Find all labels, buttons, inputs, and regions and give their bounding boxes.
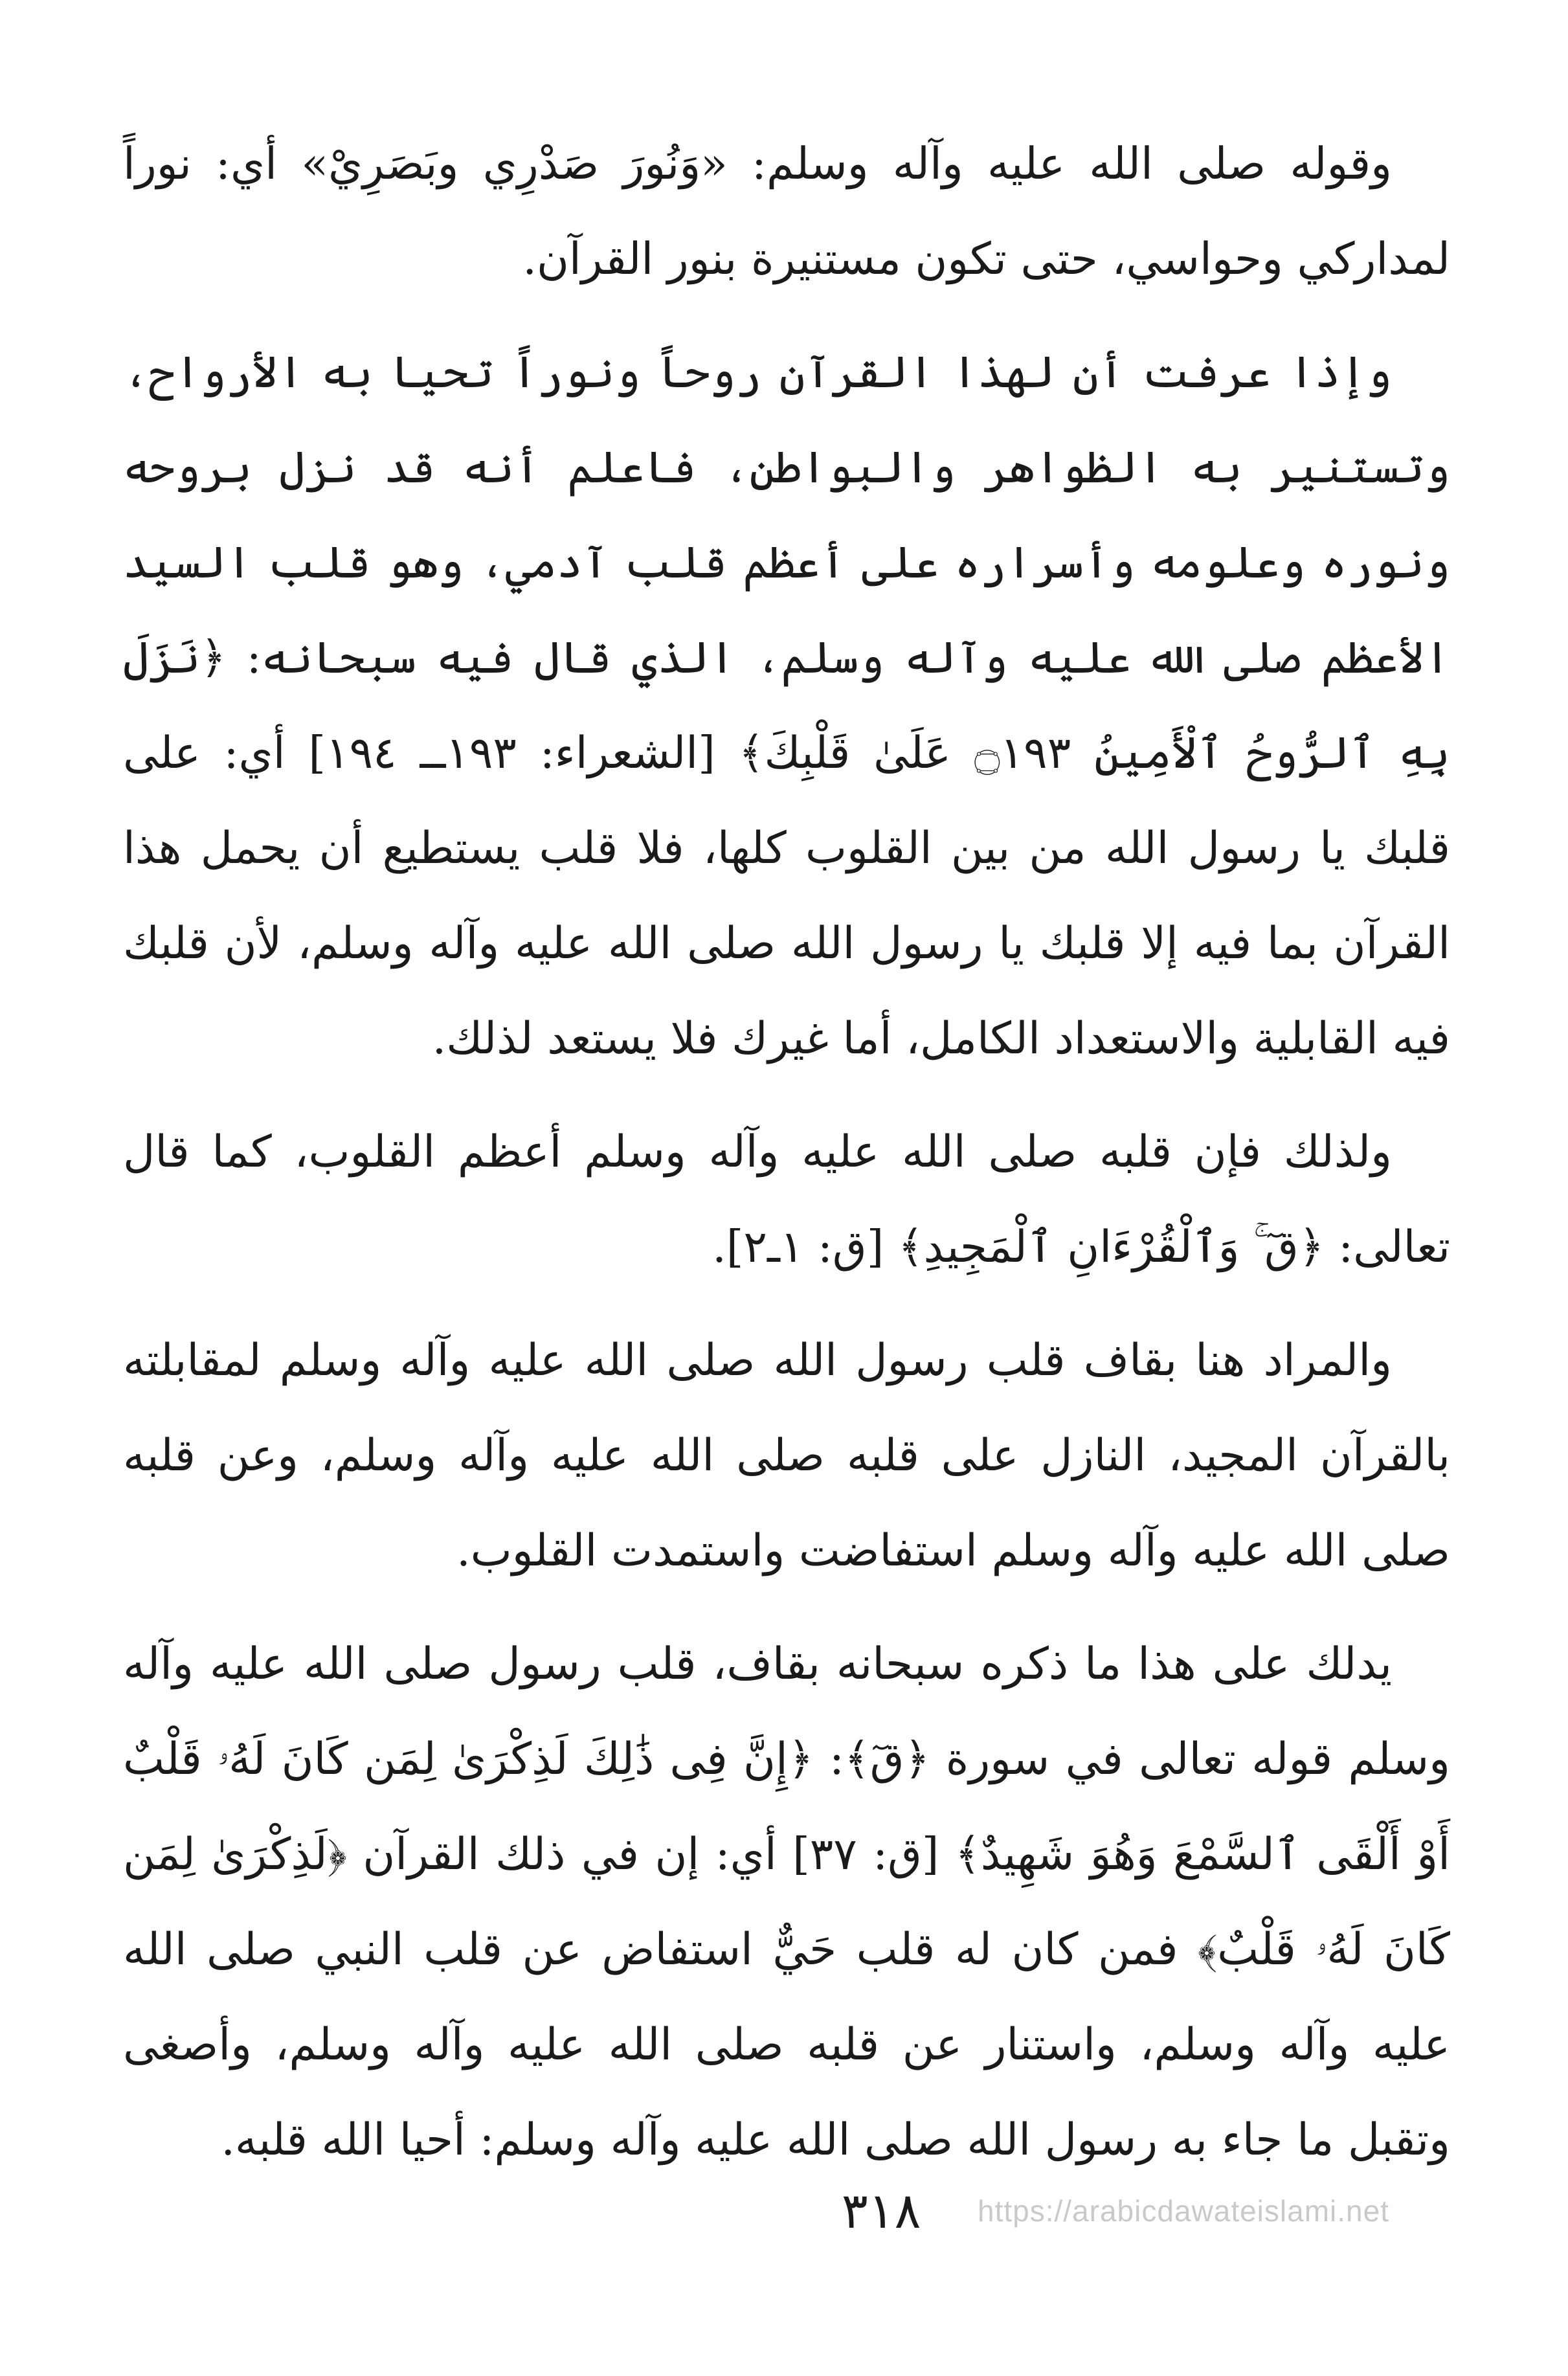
paragraph-2: وإذا عرفت أن لهذا القرآن روحاً ونوراً تحيا به الأرواح، وتستنير به الظواهر والبواطن، فاعلم أنه قد نزل بروحه ونوره وعلومه وأسراره على أعظم قلب آدمي، وهو قلب السيد الأعظم صلى الله عليه وآله وسلم، الذي قال فيه سبحانه: ﴿نَزَلَ بِهِ ٱلرُّوحُ ٱلْأَمِينُ ۝١٩٣ عَلَىٰ قَلْبِكَ﴾ [الشعراء: ١٩٣ــ ١٩٤] أي: على قلبك يا رسول الله من بين القلوب كلها، فلا قلب يستطيع أن يحمل هذا القرآن بما فيه إلا قلبك يا رسول الله صلى الله عليه وآله وسلم، لأن قلبك فيه القابلية والاستعداد الكامل، أما غيرك فلا يستعد لذلك. [123, 347, 1451, 1064]
paragraph-4: والمراد هنا بقاف قلب رسول الله صلى الله عليه وآله وسلم لمقابلته بالقرآن المجيد، النازل على قلبه صلى الله عليه وآله وسلم، وعن قلبه صلى الله عليه وآله وسلم استفاضت واستمدت القلوب. [123, 1335, 1450, 1576]
watermark-url: https://arabicdawateislami.net [978, 2194, 1389, 2228]
page-body [123, 117, 1450, 2206]
paragraph-5: يدلك على هذا ما ذكره سبحانه بقاف، قلب رسول صلى الله عليه وآله وسلم قوله تعالى في سورة ﴿قٓ﴾: ﴿إِنَّ فِى ذَٰلِكَ لَذِكْرَىٰ لِمَن كَانَ لَهُۥ قَلْبٌ أَوْ أَلْقَى ٱلسَّمْعَ وَهُوَ شَهِيدٌ﴾ [ق: ٣٧] أي: إن في ذلك القرآن ﴿لَذِكْرَىٰ لِمَن كَانَ لَهُۥ قَلْبٌ﴾ فمن كان له قلب حَيٌّ استفاض عن قلب النبي صلى الله عليه وآله وسلم، واستنار عن قلبه صلى الله عليه وآله وسلم، وأصغى وتقبل ما جاء به رسول الله صلى الله عليه وآله وسلم: أحيا الله قلبه. [123, 1639, 1450, 2166]
paragraph-1: وقوله صلى الله عليه وآله وسلم: «وَنُورَ صَدْرِي وبَصَرِيْ» أي: نوراً لمداركي وحواسي، حتى تكون مستنيرة بنور القرآن. [123, 139, 1450, 285]
page-footer [123, 2182, 1450, 2247]
page-number: ٣١٨ [842, 2182, 921, 2239]
paragraph-3: ولذلك فإن قلبه صلى الله عليه وآله وسلم أعظم القلوب، كما قال تعالى: ﴿قٓ ۚ وَٱلْقُرْءَانِ ٱلْمَجِيدِ﴾ [ق: ١ـ٢]. [123, 1126, 1450, 1273]
